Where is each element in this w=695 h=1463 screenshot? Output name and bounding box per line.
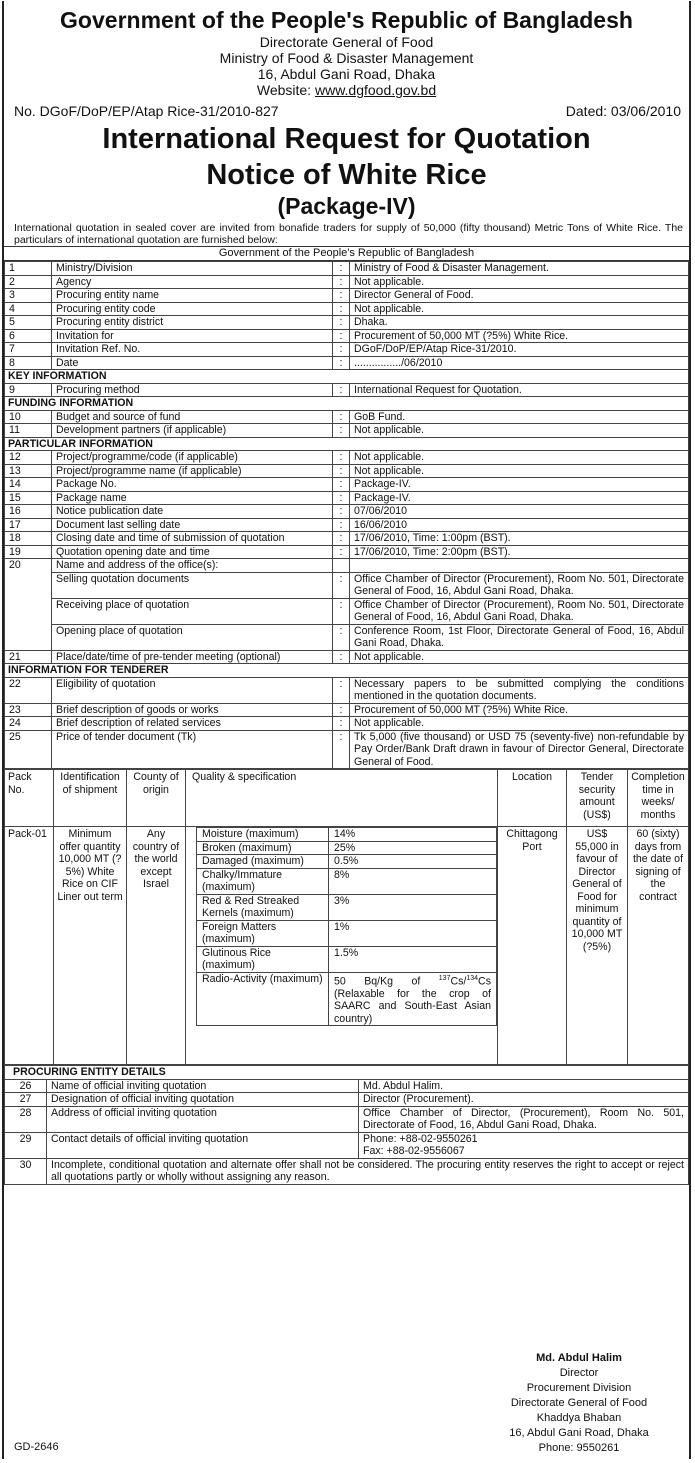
- row-value: 17/06/2010, Time: 1:00pm (BST).: [350, 532, 689, 546]
- sub-row-value: Office Chamber of Director (Procurement), Room No. 501, Directorate General of Food, 16, Abdul Gani Road, Dhaka.: [350, 598, 689, 624]
- table-section-title: Government of the People's Republic of Bangladesh: [4, 246, 689, 261]
- row-number: 29: [5, 1132, 47, 1158]
- row-number: 22: [5, 677, 52, 703]
- row-label: Package name: [52, 491, 333, 505]
- table-row: [5, 1158, 689, 1184]
- row-colon: :: [333, 383, 350, 397]
- row-label: Place/date/time of pre-tender meeting (optional): [52, 650, 333, 664]
- row-number: 5: [5, 316, 52, 330]
- row-colon: :: [333, 451, 350, 465]
- table-row: [5, 424, 689, 438]
- row-label: Project/programme/code (if applicable): [52, 451, 333, 465]
- quality-value: 25%: [329, 841, 497, 855]
- terms-text: Incomplete, conditional quotation and alternate offer shall not be considered. The procuring entity reserves the right to accept or reject all quotations partly or wholly without assigning any reason.: [47, 1158, 689, 1184]
- fax-number: Fax: +88-02-9556067: [363, 1145, 465, 1157]
- row-colon: :: [333, 598, 350, 624]
- quality-value: 50 Bq/Kg of $^{137}$Cs/$^{134}$Cs (Relaxable for the crop of SAARC and South-East Asian country): [329, 972, 497, 1026]
- row-value: Necessary papers to be submitted complying the conditions mentioned in the quotation documents.: [350, 677, 689, 703]
- row-colon: :: [333, 703, 350, 717]
- website-link[interactable]: www.dgfood.gov.bd: [314, 82, 437, 98]
- quality-key: Chalky/Immature (maximum): [197, 868, 329, 894]
- row-number: 4: [5, 302, 52, 316]
- row-value: Tk 5,000 (five thousand) or USD 75 (seventy-five) non-refundable by Pay Order/Bank Draft drawn in favour of Director General, Directorate General of Food.: [350, 730, 689, 769]
- sub-row-label: Receiving place of quotation: [52, 598, 333, 624]
- intro-paragraph: International quotation in sealed cover are invited from bonafide traders for supply of 50,000 (fifty thousand) Metric Tons of White Rice. The particulars of international quotation are furnished below:: [14, 222, 683, 246]
- row-colon: :: [333, 464, 350, 478]
- quality-value: 3%: [329, 894, 497, 920]
- table-row: [5, 383, 689, 397]
- row-colon: :: [333, 491, 350, 505]
- row-label: Ministry/Division: [52, 262, 333, 276]
- row-label: Designation of official inviting quotation: [47, 1093, 359, 1107]
- row-label: Eligibility of quotation: [52, 677, 333, 703]
- row-value: Dhaka.: [350, 316, 689, 330]
- row-label: Development partners (if applicable): [52, 424, 333, 438]
- package-title: (Package-IV): [277, 193, 416, 219]
- row-number: 9: [5, 383, 52, 397]
- sub-row-label: Opening place of quotation: [52, 624, 333, 650]
- row-value: ................/06/2010: [350, 356, 689, 370]
- county-of-origin: Any country of the world except Israel: [127, 827, 186, 1065]
- table-row: [5, 717, 689, 731]
- row-value: 07/06/2010: [350, 505, 689, 519]
- quality-row: [197, 894, 497, 920]
- row-number: 20: [5, 559, 52, 651]
- row-label: Address of official inviting quotation: [47, 1106, 359, 1132]
- section-heading: PARTICULAR INFORMATION: [5, 437, 689, 451]
- reference-row: [4, 98, 689, 120]
- quality-key: Red & Red Streaked Kernels (maximum): [197, 894, 329, 920]
- table-row: [5, 1079, 689, 1093]
- table-row: [5, 650, 689, 664]
- row-colon: [333, 559, 350, 573]
- row-colon: :: [333, 316, 350, 330]
- row-label: Agency: [52, 275, 333, 289]
- row-value: Not applicable.: [350, 464, 689, 478]
- notice-subtitle: Notice of White Rice: [206, 159, 487, 191]
- table-row: [5, 730, 689, 769]
- row-number: 23: [5, 703, 52, 717]
- row-value: Office Chamber of Director, (Procurement), Room No. 501, Directorate of Food, 16, Abdul Gani Road, Dhaka.: [359, 1106, 689, 1132]
- row-colon: :: [333, 356, 350, 370]
- address-line: 16, Abdul Gani Road, Dhaka: [257, 66, 436, 82]
- table-row: [5, 559, 689, 573]
- quality-key: Foreign Matters (maximum): [197, 920, 329, 946]
- table-row: [5, 1106, 689, 1132]
- row-label: Document last selling date: [52, 518, 333, 532]
- row-number: 30: [5, 1158, 47, 1184]
- quality-value: 1.5%: [329, 946, 497, 972]
- notice-title: International Request for Quotation: [102, 123, 591, 155]
- table-row: [5, 289, 689, 303]
- signatory-division: Procurement Division: [526, 1382, 632, 1394]
- row-value: Not applicable.: [350, 424, 689, 438]
- row-label: Budget and source of fund: [52, 410, 333, 424]
- row-colon: :: [333, 730, 350, 769]
- header-pack-no: Pack No.: [5, 770, 54, 827]
- row-number: 6: [5, 329, 52, 343]
- row-value: [350, 559, 689, 573]
- row-number: 7: [5, 343, 52, 357]
- row-value: Not applicable.: [350, 302, 689, 316]
- row-number: 13: [5, 464, 52, 478]
- row-label: Price of tender document (Tk): [52, 730, 333, 769]
- table-row: [5, 478, 689, 492]
- signatory-building: Khaddya Bhaban: [536, 1412, 622, 1424]
- table-row: [5, 316, 689, 330]
- row-colon: :: [333, 343, 350, 357]
- row-colon: :: [333, 478, 350, 492]
- row-colon: :: [333, 650, 350, 664]
- table-row: [5, 491, 689, 505]
- row-label: Invitation for: [52, 329, 333, 343]
- section-heading-row: [5, 664, 689, 678]
- row-colon: :: [333, 262, 350, 276]
- row-label: Package No.: [52, 478, 333, 492]
- table-row: [5, 464, 689, 478]
- quality-key: Moisture (maximum): [197, 828, 329, 842]
- table-row: [5, 410, 689, 424]
- section-heading: KEY INFORMATION: [5, 370, 689, 384]
- row-number: 2: [5, 275, 52, 289]
- section-heading-row: [5, 370, 689, 384]
- row-value: GoB Fund.: [350, 410, 689, 424]
- row-colon: :: [333, 518, 350, 532]
- row-label: Procuring method: [52, 383, 333, 397]
- row-number: 27: [5, 1093, 47, 1107]
- row-number: 8: [5, 356, 52, 370]
- row-colon: :: [333, 424, 350, 438]
- sub-row: [5, 572, 689, 598]
- quality-row: [197, 920, 497, 946]
- row-label: Name of official inviting quotation: [47, 1079, 359, 1093]
- table-row: [5, 545, 689, 559]
- row-label: Project/programme name (if applicable): [52, 464, 333, 478]
- footer-code: GD-2646: [14, 1441, 59, 1453]
- quality-row: [197, 841, 497, 855]
- row-value: Director (Procurement).: [359, 1093, 689, 1107]
- signatory-phone: Phone: 9550261: [538, 1442, 620, 1454]
- row-colon: :: [333, 532, 350, 546]
- row-value: International Request for Quotation.: [350, 383, 689, 397]
- row-number: 3: [5, 289, 52, 303]
- row-label: Quotation opening date and time: [52, 545, 333, 559]
- row-number: 18: [5, 532, 52, 546]
- quality-key: Damaged (maximum): [197, 855, 329, 869]
- row-number: 21: [5, 650, 52, 664]
- signature-block: [489, 1351, 669, 1456]
- row-value: Package-IV.: [350, 491, 689, 505]
- sub-row: [5, 624, 689, 650]
- table-row: [5, 677, 689, 703]
- sub-row-value: Office Chamber of Director (Procurement), Room No. 501, Directorate General of Food, 16, Abdul Gani Road, Dhaka.: [350, 572, 689, 598]
- quality-value: 14%: [329, 828, 497, 842]
- reference-number: No. DGoF/DoP/EP/Atap Rice-31/2010-827: [14, 103, 279, 119]
- quality-key: Radio-Activity (maximum): [197, 972, 329, 1026]
- table-row: [5, 518, 689, 532]
- section-heading: PROCURING ENTITY DETAILS: [5, 1066, 689, 1080]
- quality-cell: [186, 827, 498, 1065]
- table-row: [5, 703, 689, 717]
- row-value: Not applicable.: [350, 650, 689, 664]
- row-number: 26: [5, 1079, 47, 1093]
- section-heading-row: [5, 437, 689, 451]
- quality-row-radio: [197, 972, 497, 1026]
- table-row: [5, 1132, 689, 1158]
- header-county: County of origin: [127, 770, 186, 827]
- header-identification: Identification of shipment: [54, 770, 127, 827]
- row-number: 25: [5, 730, 52, 769]
- table-row: [5, 343, 689, 357]
- website-line: [4, 82, 689, 98]
- row-value: Procurement of 50,000 MT (?5%) White Rice.: [350, 329, 689, 343]
- row-colon: :: [333, 505, 350, 519]
- sub-row: [5, 598, 689, 624]
- row-number: 14: [5, 478, 52, 492]
- phone-number: Phone: +88-02-9550261: [363, 1132, 478, 1145]
- delivery-location: Chittagong Port: [498, 827, 567, 1065]
- row-value: Not applicable.: [350, 451, 689, 465]
- header-quality: Quality & specification: [186, 770, 498, 827]
- table-row: [5, 451, 689, 465]
- header-tender-security: Tender security amount (US$): [567, 770, 628, 827]
- row-number: 15: [5, 491, 52, 505]
- row-label: Date: [52, 356, 333, 370]
- row-value: Procurement of 50,000 MT (?5%) White Rice.: [350, 703, 689, 717]
- website-label: Website:: [256, 82, 315, 98]
- package-table: [4, 769, 689, 1065]
- row-colon: :: [333, 717, 350, 731]
- letterhead: [4, 1, 689, 98]
- ministry-line: Ministry of Food & Disaster Management: [219, 50, 474, 66]
- row-value: 16/06/2010: [350, 518, 689, 532]
- quality-value: 1%: [329, 920, 497, 946]
- notice-page: [2, 1, 691, 1459]
- sub-row-label: Selling quotation documents: [52, 572, 333, 598]
- quality-row: [197, 946, 497, 972]
- row-colon: :: [333, 572, 350, 598]
- row-colon: :: [333, 275, 350, 289]
- header-location: Location: [498, 770, 567, 827]
- signatory-org: Directorate General of Food: [510, 1397, 648, 1409]
- row-label: Brief description of goods or works: [52, 703, 333, 717]
- row-colon: :: [333, 302, 350, 316]
- table-row: [5, 1093, 689, 1107]
- quality-key: Broken (maximum): [197, 841, 329, 855]
- row-value: 17/06/2010, Time: 2:00pm (BST).: [350, 545, 689, 559]
- section-heading-row: [5, 397, 689, 411]
- row-value: Package-IV.: [350, 478, 689, 492]
- row-number: 12: [5, 451, 52, 465]
- date-line: Dated: 03/06/2010: [565, 103, 681, 119]
- quality-value: 8%: [329, 868, 497, 894]
- completion-time: 60 (sixty) days from the date of signing of the contract: [628, 827, 689, 1065]
- shipment-identification: Minimum offer quantity 10,000 MT (?5%) White Rice on CIF Liner out term: [54, 827, 127, 1065]
- section-heading-row: [5, 1066, 689, 1080]
- table-row: [5, 302, 689, 316]
- row-value: Not applicable.: [350, 717, 689, 731]
- row-value: DGoF/DoP/EP/Atap Rice-31/2010.: [350, 343, 689, 357]
- quality-row: [197, 855, 497, 869]
- table-row: [5, 356, 689, 370]
- row-label: Notice publication date: [52, 505, 333, 519]
- section-heading: INFORMATION FOR TENDERER: [5, 664, 689, 678]
- row-label: Name and address of the office(s):: [52, 559, 333, 573]
- row-colon: :: [333, 410, 350, 424]
- row-label: Procuring entity district: [52, 316, 333, 330]
- particulars-table: [4, 261, 689, 769]
- table-row: [5, 505, 689, 519]
- header-completion: Completion time in weeks/ months: [628, 770, 689, 827]
- row-value: Md. Abdul Halim.: [359, 1079, 689, 1093]
- row-number: 19: [5, 545, 52, 559]
- row-number: 1: [5, 262, 52, 276]
- table-row: [5, 329, 689, 343]
- quality-spec-table: [196, 827, 497, 1026]
- procuring-entity-table: [4, 1065, 689, 1185]
- row-label: Brief description of related services: [52, 717, 333, 731]
- row-colon: :: [333, 624, 350, 650]
- row-label: Invitation Ref. No.: [52, 343, 333, 357]
- row-colon: :: [333, 289, 350, 303]
- signatory-address: 16, Abdul Gani Road, Dhaka: [509, 1427, 649, 1439]
- pack-number: Pack-01: [5, 827, 54, 1065]
- signatory-name: Md. Abdul Halim: [536, 1352, 622, 1364]
- row-number: 17: [5, 518, 52, 532]
- row-label: Procuring entity name: [52, 289, 333, 303]
- section-heading: FUNDING INFORMATION: [5, 397, 689, 411]
- contact-details: [359, 1132, 689, 1158]
- quality-row: [197, 828, 497, 842]
- row-label: Closing date and time of submission of quotation: [52, 532, 333, 546]
- row-number: 11: [5, 424, 52, 438]
- row-label: Procuring entity code: [52, 302, 333, 316]
- directorate-line: Directorate General of Food: [259, 34, 434, 50]
- row-number: 24: [5, 717, 52, 731]
- table-row: [5, 262, 689, 276]
- row-colon: :: [333, 545, 350, 559]
- quality-key: Glutinous Rice (maximum): [197, 946, 329, 972]
- row-label: Contact details of official inviting quotation: [47, 1132, 359, 1158]
- table-row: [5, 275, 689, 289]
- row-colon: :: [333, 329, 350, 343]
- government-title: Government of the People's Republic of Bangladesh: [60, 7, 633, 33]
- table-row: [5, 532, 689, 546]
- quality-row: [197, 868, 497, 894]
- row-number: 10: [5, 410, 52, 424]
- tender-security: US$ 55,000 in favour of Director General of Food for minimum quantity of 10,000 MT (?5%): [567, 827, 628, 1065]
- sub-row-value: Conference Room, 1st Floor, Directorate General of Food, 16, Abdul Gani Road, Dhaka.: [350, 624, 689, 650]
- row-value: Not applicable.: [350, 275, 689, 289]
- quality-value: 0.5%: [329, 855, 497, 869]
- row-value: Ministry of Food & Disaster Management.: [350, 262, 689, 276]
- row-value: Director General of Food.: [350, 289, 689, 303]
- signatory-title: Director: [559, 1367, 599, 1379]
- row-number: 16: [5, 505, 52, 519]
- row-number: 28: [5, 1106, 47, 1132]
- row-colon: :: [333, 677, 350, 703]
